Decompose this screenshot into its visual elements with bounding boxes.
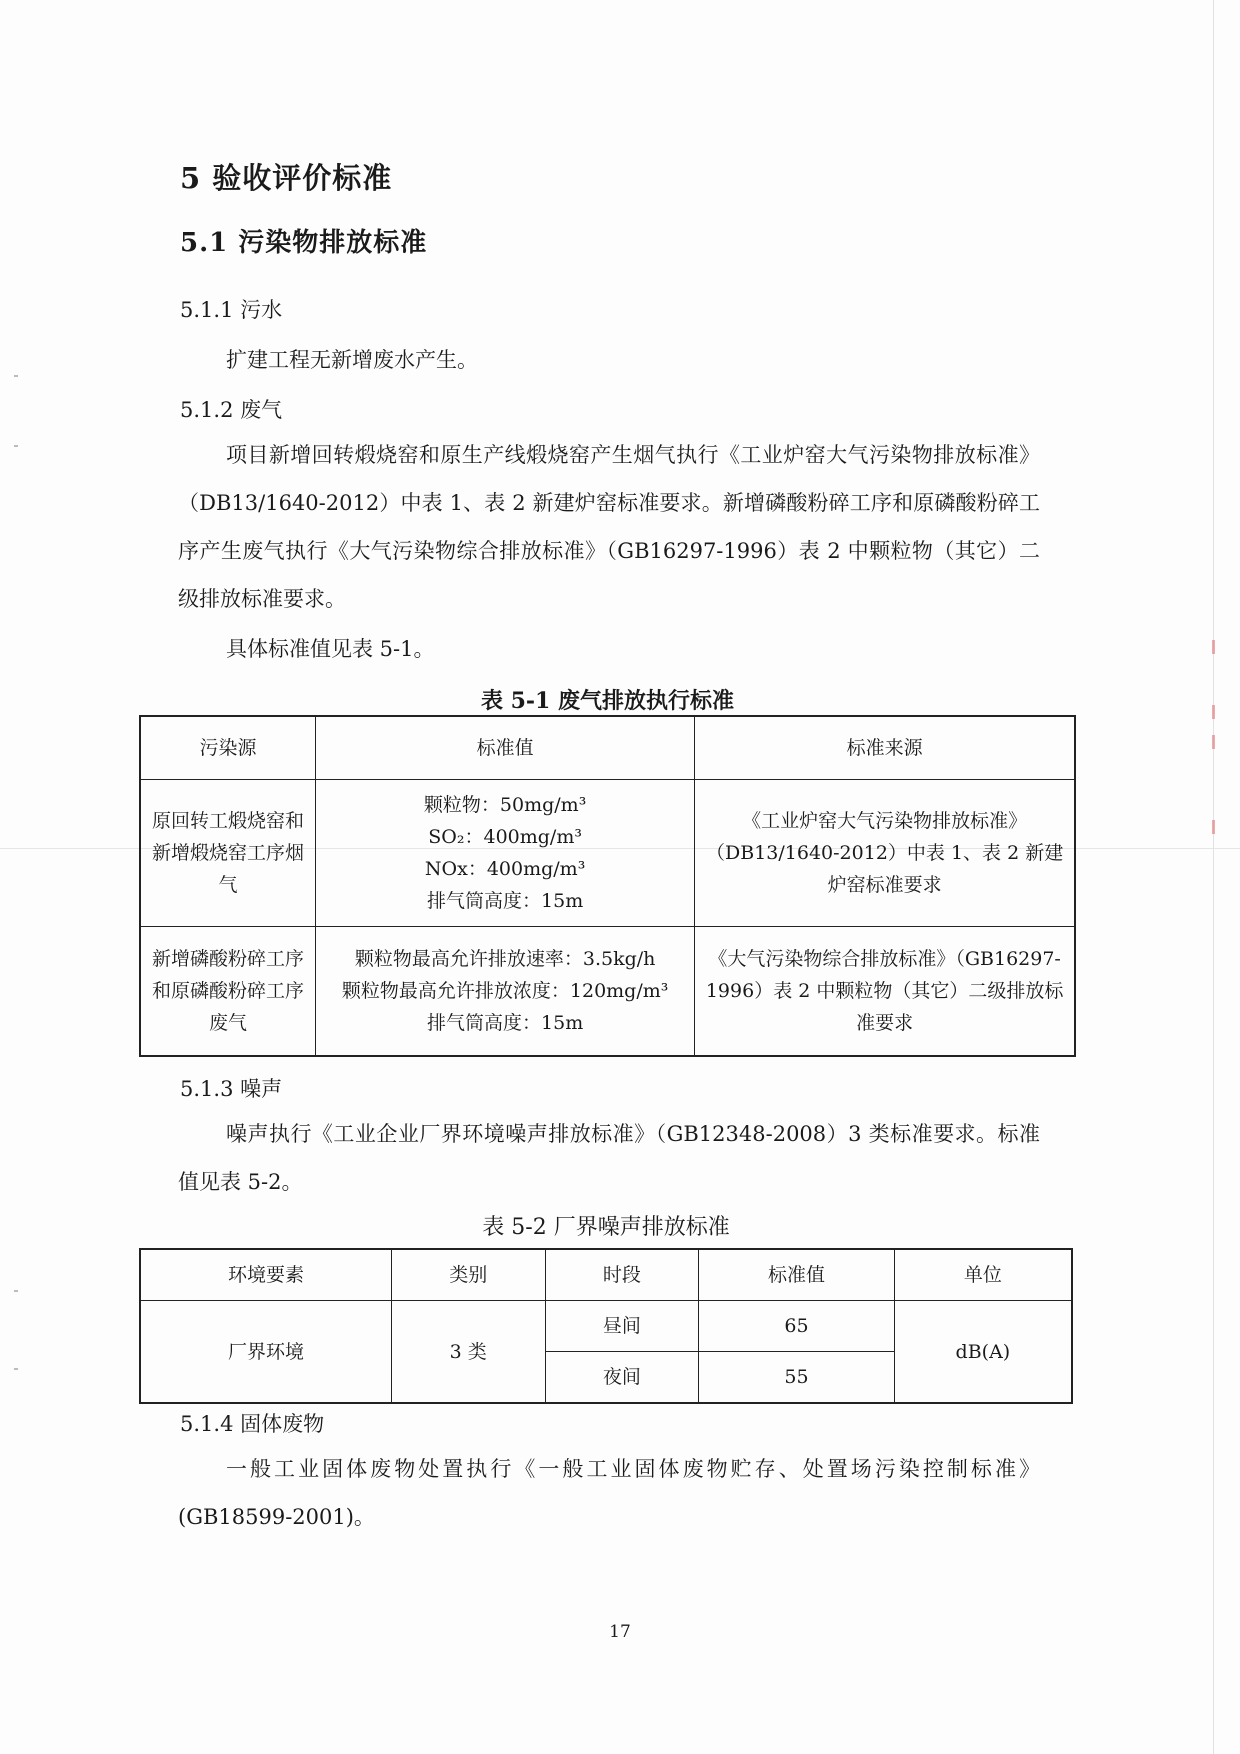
column-header-unit: 单位	[894, 1249, 1072, 1301]
scan-speck	[14, 445, 18, 447]
table1-caption: 表 5-1 废气排放执行标准	[480, 688, 735, 714]
pollution-source-cell: 原回转工煅烧窑和新增煅烧窑工序烟气	[140, 780, 316, 927]
standard-value-line: 颗粒物：50mg/m³	[423, 794, 587, 816]
column-header-category: 类别	[391, 1249, 545, 1301]
scan-speck	[14, 375, 18, 377]
standard-value-cell	[316, 780, 695, 927]
pollution-source-cell: 新增磷酸粉碎工序和原磷酸粉碎工序废气	[140, 927, 316, 1057]
value-cell: 55	[699, 1352, 895, 1404]
table-header-row	[140, 716, 1075, 780]
column-header-period: 时段	[545, 1249, 699, 1301]
standard-value-line: 颗粒物最高允许排放浓度：120mg/m³	[341, 980, 669, 1002]
stamp-edge-mark	[1212, 820, 1215, 834]
table-row	[140, 1301, 1072, 1352]
scan-edge-line	[1213, 0, 1214, 1754]
column-header-standard-value: 标准值	[699, 1249, 895, 1301]
table2-caption: 表 5-2 厂界噪声排放标准	[482, 1215, 730, 1240]
period-cell: 夜间	[545, 1352, 699, 1404]
table-row	[140, 780, 1075, 927]
standard-value-line: SO₂：400mg/m³	[428, 826, 582, 848]
standard-value-line: 排气筒高度：15m	[427, 1012, 584, 1034]
wastewater-text: 扩建工程无新增废水产生。	[226, 348, 478, 372]
column-header-value: 标准值	[316, 716, 695, 780]
noise-heading: 5.1.3 噪声	[180, 1077, 283, 1101]
table-header-row	[140, 1249, 1072, 1301]
stamp-edge-mark	[1212, 735, 1215, 749]
table-row	[140, 927, 1075, 1057]
category-cell: 3 类	[391, 1301, 545, 1404]
wastewater-heading: 5.1.1 污水	[180, 298, 283, 322]
value-cell: 65	[699, 1301, 895, 1352]
solid-waste-paragraph: 一般工业固体废物处置执行《一般工业固体废物贮存、处置场污染控制标准》(GB18599-2001)。	[178, 1457, 1040, 1529]
exhaust-heading: 5.1.2 废气	[180, 398, 283, 422]
standard-origin-cell: 《大气污染物综合排放标准》（GB16297-1996）表 2 中颗粒物（其它）二级排放标准要求	[695, 927, 1075, 1057]
column-header-element: 环境要素	[140, 1249, 391, 1301]
standard-value-line: NOx：400mg/m³	[424, 858, 586, 880]
solid-waste-heading: 5.1.4 固体废物	[180, 1412, 325, 1436]
exhaust-paragraph: 项目新增回转煅烧窑和原生产线煅烧窑产生烟气执行《工业炉窑大气污染物排放标准》（DB13/1640-2012）中表 1、表 2 新建炉窑标准要求。新增磷酸粉碎工序和原磷酸粉碎工序产生废气执行《大气污染物综合排放标准》（GB16297-1996）表 2 中颗粒物（其它）二级排放标准要求。	[178, 443, 1040, 611]
standard-value-cell	[316, 927, 695, 1057]
noise-paragraph: 噪声执行《工业企业厂界环境噪声排放标准》（GB12348-2008）3 类标准要求。标准值见表 5-2。	[178, 1122, 1040, 1194]
exhaust-standards-table	[139, 715, 1076, 1057]
column-header-origin: 标准来源	[695, 716, 1075, 780]
standard-value-line: 排气筒高度：15m	[427, 890, 584, 912]
scan-speck	[14, 1290, 18, 1292]
page-number: 17	[609, 1622, 631, 1642]
exhaust-table-reference: 具体标准值见表 5-1。	[226, 637, 435, 661]
stamp-edge-mark	[1212, 640, 1215, 654]
stamp-edge-mark	[1212, 705, 1215, 719]
period-cell: 昼间	[545, 1301, 699, 1352]
scan-speck	[14, 1368, 18, 1370]
standard-value-line: 颗粒物最高允许排放速率：3.5kg/h	[354, 948, 656, 970]
noise-standards-table	[139, 1248, 1073, 1404]
section-heading: 5.1 污染物排放标准	[180, 228, 428, 258]
unit-cell: dB(A)	[894, 1301, 1072, 1404]
chapter-heading: 5 验收评价标准	[180, 161, 393, 195]
standard-origin-cell: 《工业炉窑大气污染物排放标准》（DB13/1640-2012）中表 1、表 2 新建炉窑标准要求	[695, 780, 1075, 927]
environment-element-cell: 厂界环境	[140, 1301, 391, 1404]
column-header-source: 污染源	[140, 716, 316, 780]
